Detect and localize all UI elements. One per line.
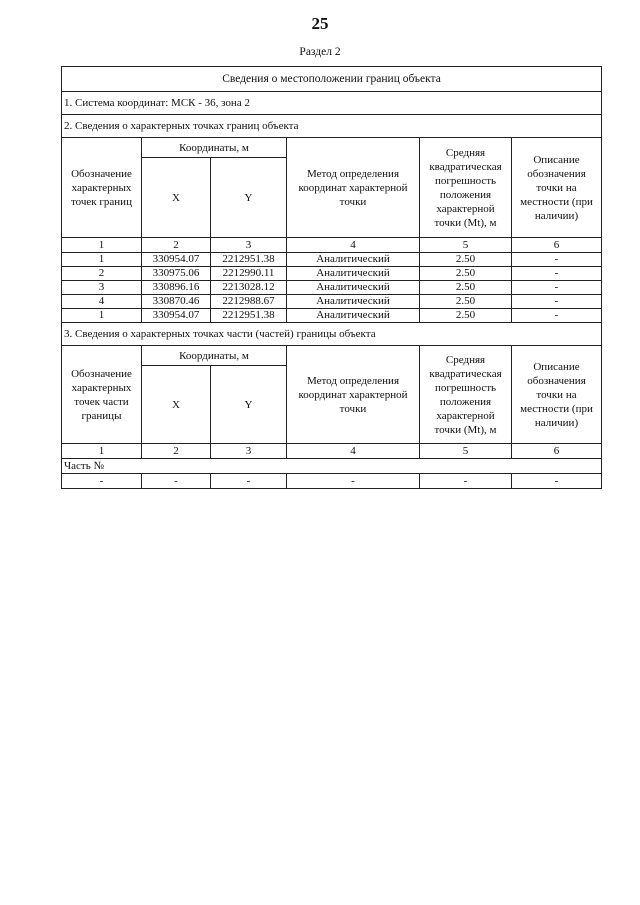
header-designation: Обозначение характерных точек части границы — [62, 346, 142, 444]
point-y: 2212951.38 — [211, 253, 287, 267]
point-desc: - — [512, 267, 602, 281]
point-error: 2.50 — [420, 267, 512, 281]
column-numbers-row — [62, 444, 602, 459]
point-x: 330975.06 — [142, 267, 211, 281]
header-coordinates: Координаты, м — [142, 138, 287, 158]
table-row — [62, 281, 602, 295]
point-y: 2212951.38 — [211, 309, 287, 323]
table-row — [62, 253, 602, 267]
point-desc: - — [512, 253, 602, 267]
column-number: 2 — [142, 444, 211, 459]
header-designation: Обозначение характерных точек границ — [62, 138, 142, 238]
section-label: Раздел 2 — [299, 46, 341, 58]
column-number: 6 — [512, 444, 602, 459]
header-method: Метод определения координат характерной точки — [287, 346, 420, 444]
point-error: 2.50 — [420, 295, 512, 309]
page-number: 25 — [311, 14, 329, 33]
table-title: Сведения о местоположении границ объекта — [62, 67, 602, 92]
header-method: Метод определения координат характерной точки — [287, 138, 420, 238]
table-row — [62, 474, 602, 489]
point-y: 2212990.11 — [211, 267, 287, 281]
header-x: X — [142, 366, 211, 444]
point-y: 2213028.12 — [211, 281, 287, 295]
header-description: Описание обозначения точки на местности (при наличии) — [512, 138, 602, 238]
column-number: 3 — [211, 444, 287, 459]
point-y: 2212988.67 — [211, 295, 287, 309]
part-cell: - — [142, 474, 211, 489]
point-method: Аналитический — [287, 267, 420, 281]
point-method: Аналитический — [287, 309, 420, 323]
point-id: 1 — [62, 253, 142, 267]
point-id: 3 — [62, 281, 142, 295]
part-cell: - — [287, 474, 420, 489]
header-error: Средняя квадратическая погрешность положения характерной точки (Mt), м — [420, 138, 512, 238]
point-id: 2 — [62, 267, 142, 281]
column-numbers-row — [62, 238, 602, 253]
table-row — [62, 295, 602, 309]
point-x: 330954.07 — [142, 309, 211, 323]
column-number: 4 — [287, 238, 420, 253]
header-y: Y — [211, 366, 287, 444]
point-method: Аналитический — [287, 295, 420, 309]
column-number: 4 — [287, 444, 420, 459]
point-method: Аналитический — [287, 253, 420, 267]
boundary-table — [61, 66, 602, 489]
header-error: Средняя квадратическая погрешность положения характерной точки (Mt), м — [420, 346, 512, 444]
column-number: 1 — [62, 238, 142, 253]
table-row — [62, 309, 602, 323]
point-x: 330870.46 — [142, 295, 211, 309]
point-error: 2.50 — [420, 309, 512, 323]
column-number: 3 — [211, 238, 287, 253]
section2-title: 3. Сведения о характерных точках части (частей) границы объекта — [62, 323, 602, 346]
part-cell: - — [62, 474, 142, 489]
column-number: 2 — [142, 238, 211, 253]
point-x: 330896.16 — [142, 281, 211, 295]
point-desc: - — [512, 295, 602, 309]
column-number: 5 — [420, 238, 512, 253]
coordinate-system: 1. Система координат: МСК - 36, зона 2 — [62, 92, 602, 115]
part-cell: - — [512, 474, 602, 489]
header-description: Описание обозначения точки на местности (при наличии) — [512, 346, 602, 444]
point-error: 2.50 — [420, 253, 512, 267]
point-error: 2.50 — [420, 281, 512, 295]
column-number: 1 — [62, 444, 142, 459]
header-x: X — [142, 158, 211, 238]
point-method: Аналитический — [287, 281, 420, 295]
header-y: Y — [211, 158, 287, 238]
point-desc: - — [512, 281, 602, 295]
header-coordinates: Координаты, м — [142, 346, 287, 366]
section1-title: 2. Сведения о характерных точках границ объекта — [62, 115, 602, 138]
column-number: 6 — [512, 238, 602, 253]
table-row — [62, 267, 602, 281]
part-cell: - — [211, 474, 287, 489]
point-id: 1 — [62, 309, 142, 323]
point-x: 330954.07 — [142, 253, 211, 267]
point-id: 4 — [62, 295, 142, 309]
point-desc: - — [512, 309, 602, 323]
part-label: Часть № — [62, 459, 602, 474]
column-number: 5 — [420, 444, 512, 459]
part-cell: - — [420, 474, 512, 489]
